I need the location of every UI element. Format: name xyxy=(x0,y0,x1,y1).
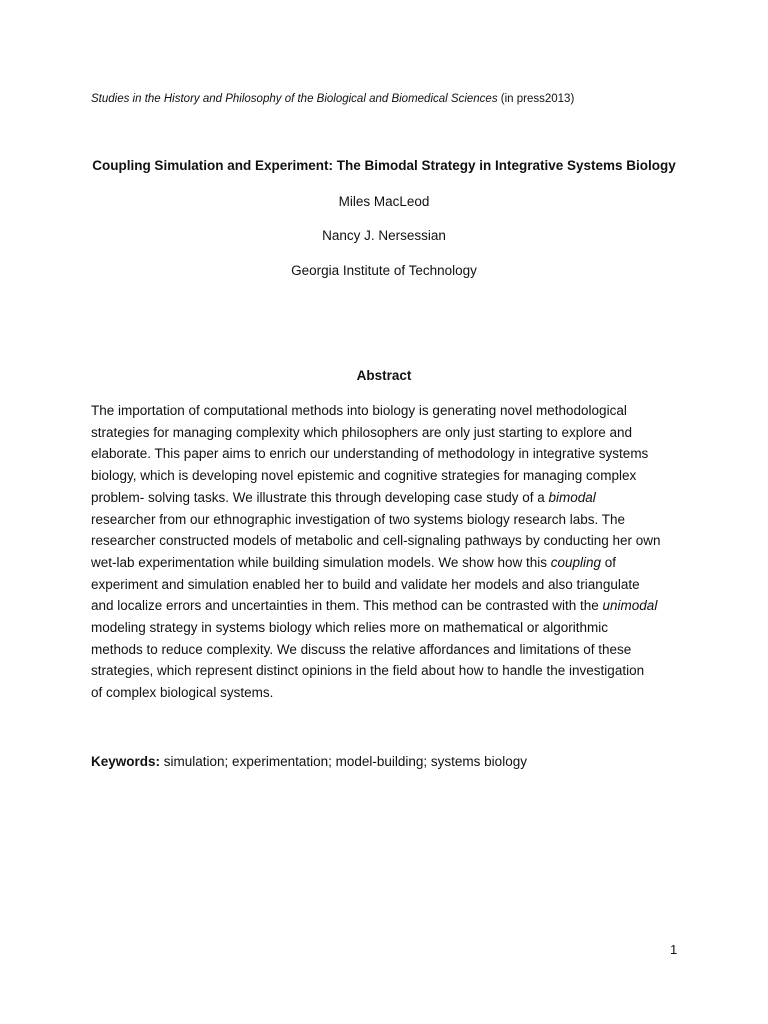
keywords-text: simulation; experimentation; model-building; systems biology xyxy=(160,754,527,769)
abstract-line xyxy=(91,617,691,639)
journal-status: (in press2013) xyxy=(497,93,575,105)
abstract-line xyxy=(91,487,691,509)
abstract-line xyxy=(91,465,691,487)
paper-title: Coupling Simulation and Experiment: The Bimodal Strategy in Integrative Systems Biology xyxy=(92,158,676,173)
abstract-line xyxy=(91,639,691,661)
abstract-text: wet-lab experimentation while building simulation models. We show how this xyxy=(91,554,551,570)
author-affiliation: Georgia Institute of Technology xyxy=(291,263,477,278)
abstract-line xyxy=(91,400,691,422)
emphasized-term: coupling xyxy=(550,554,602,570)
abstract-heading: Abstract xyxy=(356,368,412,383)
abstract-line xyxy=(91,574,691,596)
abstract-line xyxy=(91,660,691,682)
abstract-line xyxy=(91,443,691,465)
abstract-text: The importation of computational methods into biology is generating novel methodological xyxy=(91,403,627,418)
author-name: Miles MacLeod xyxy=(338,194,430,209)
abstract-text: strategies, which represent distinct opinions in the field about how to handle the investigation xyxy=(91,663,645,679)
abstract-line xyxy=(91,422,691,444)
abstract-line xyxy=(91,552,691,574)
emphasized-term: bimodal xyxy=(548,489,596,505)
page-number: 1 xyxy=(670,942,678,957)
abstract-text: researcher constructed models of metabolic and cell-signaling pathways by conducting her own xyxy=(91,533,661,549)
journal-citation xyxy=(91,93,574,105)
emphasized-term: unimodal xyxy=(602,598,658,614)
abstract-line xyxy=(91,682,691,704)
abstract-text: and localize errors and uncertainties in them. This method can be contrasted with the xyxy=(91,598,603,614)
abstract-text: researcher from our ethnographic investigation of two systems biology research labs. The xyxy=(91,511,626,527)
abstract-text: biology, which is developing novel epistemic and cognitive strategies for managing complex xyxy=(91,468,637,484)
abstract-text: strategies for managing complexity which philosophers are only just starting to explore and xyxy=(91,424,633,440)
abstract-text: problem- solving tasks. We illustrate this through developing case study of a xyxy=(91,489,549,505)
abstract-text: experiment and simulation enabled her to build and validate her models and also triangulate xyxy=(91,576,640,592)
abstract-text: of xyxy=(601,554,617,570)
abstract-line xyxy=(91,595,691,617)
abstract-text: methods to reduce complexity. We discuss the relative affordances and limitations of these xyxy=(91,641,632,657)
author-name: Nancy J. Nersessian xyxy=(322,228,446,243)
abstract-line xyxy=(91,509,691,531)
abstract-line xyxy=(91,530,691,552)
journal-name: Studies in the History and Philosophy of the Biological and Biomedical Sciences xyxy=(91,93,498,105)
keywords-label: Keywords: xyxy=(91,754,161,769)
keywords-line xyxy=(91,754,527,769)
abstract-text: elaborate. This paper aims to enrich our understanding of methodology in integrative systems xyxy=(91,446,649,462)
abstract-body xyxy=(91,400,691,704)
abstract-text: of complex biological systems. xyxy=(91,685,274,701)
abstract-text: modeling strategy in systems biology which relies more on mathematical or algorithmic xyxy=(91,620,608,636)
